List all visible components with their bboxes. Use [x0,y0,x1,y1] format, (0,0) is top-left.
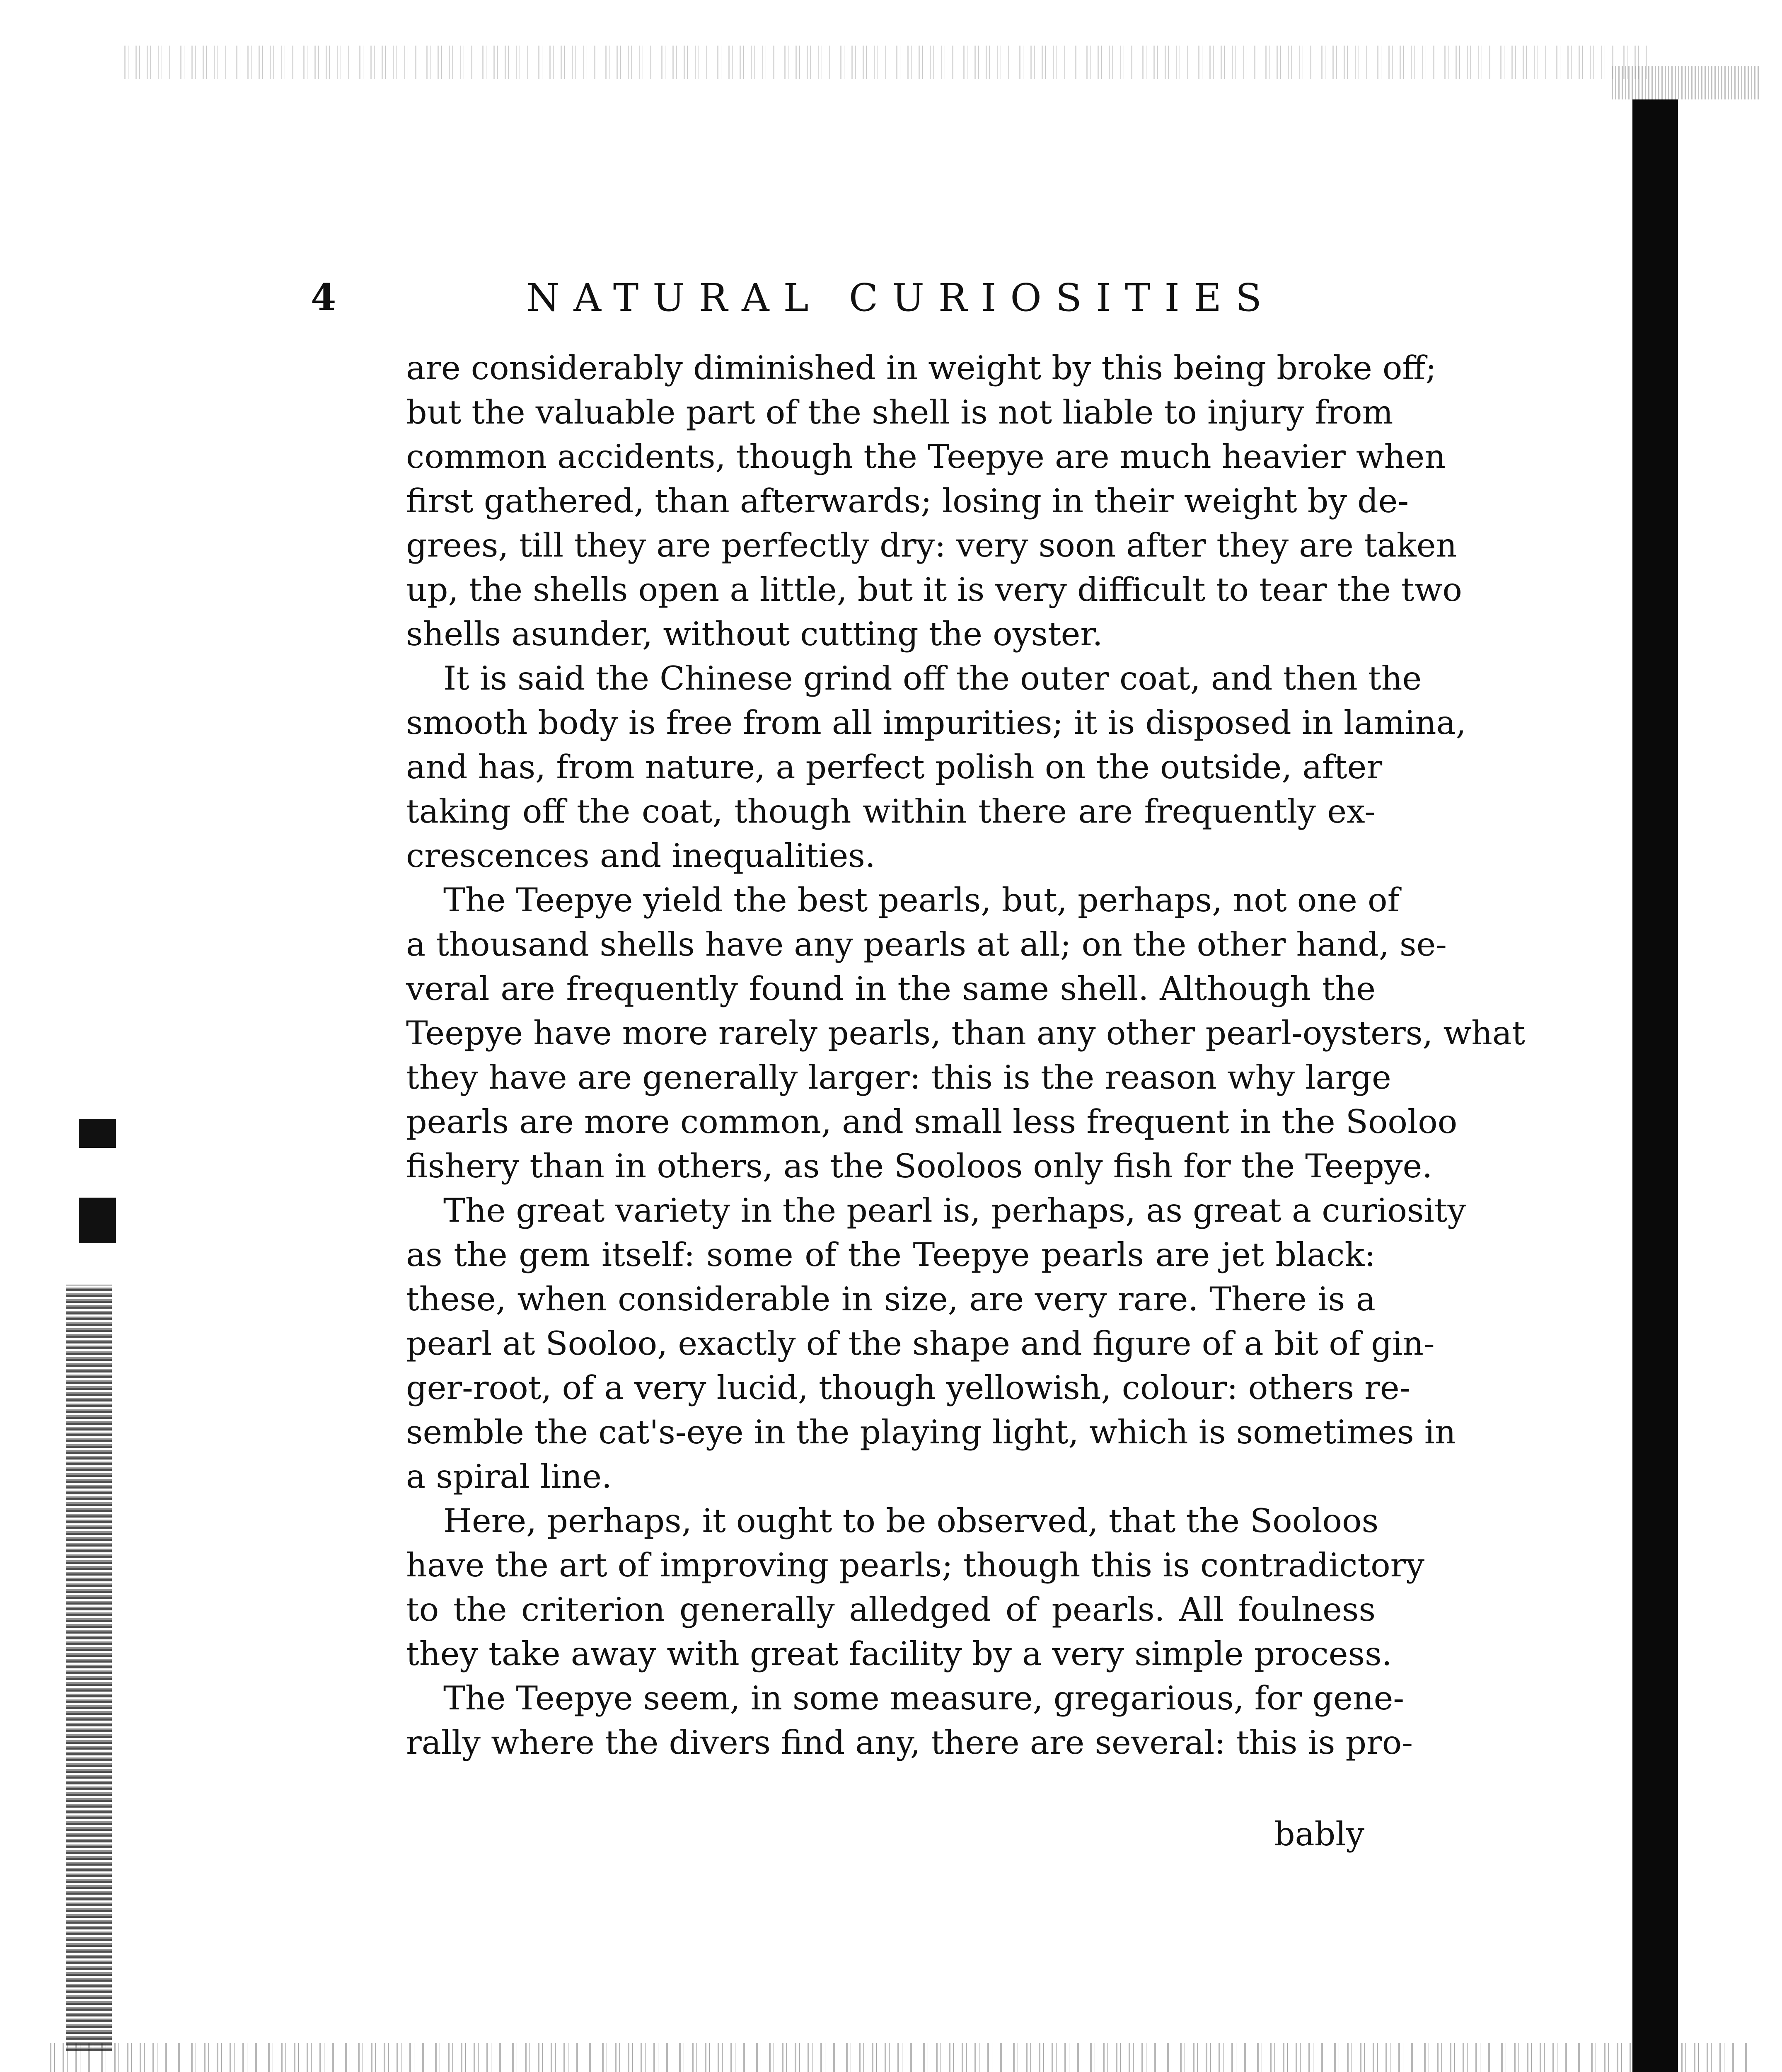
running-head: NATURAL CURIOSITIES [526,276,1276,320]
text-line: It is said the Chinese grind off the outer coat, and then the [443,659,1422,697]
book-spine-shadow [1632,99,1678,2072]
text-line: but the valuable part of the shell is not liable to injury from [406,393,1393,431]
text-line: The Teepye yield the best pearls, but, perhaps, not one of [443,881,1400,919]
text-line: to the criterion generally alledged of pearls. All foulness [406,1590,1376,1629]
text-line: semble the cat's-eye in the playing light, which is sometimes in [406,1413,1456,1451]
text-line: fishery than in others, as the Sooloos only fish for the Teepye. [406,1147,1433,1185]
text-line: common accidents, though the Teepye are much heavier when [406,438,1446,476]
text-line: first gathered, than afterwards; losing in their weight by de- [406,482,1409,520]
text-line: taking off the coat, though within there are frequently ex- [406,792,1376,830]
text-line: these, when considerable in size, are very rare. There is a [406,1280,1376,1318]
text-line: they take away with great facility by a very simple process. [406,1635,1392,1673]
text-line: crescences and inequalities. [406,837,875,875]
text-line: as the gem itself: some of the Teepye pearls are jet black: [406,1236,1376,1274]
scan-edge-top [124,46,1649,79]
text-line: pearl at Sooloo, exactly of the shape and figure of a bit of gin- [406,1324,1435,1363]
text-line: The great variety in the pearl is, perhaps, as great a curiosity [443,1191,1466,1230]
scan-mark [79,1119,116,1148]
text-line: Teepye have more rarely pearls, than any other pearl-oysters, what [406,1014,1525,1052]
scan-edge-left [66,1285,112,2051]
text-line: rally where the divers find any, there are several: this is pro- [406,1723,1413,1762]
text-line: grees, till they are perfectly dry: very soon after they are taken [406,526,1457,564]
text-line: and has, from nature, a perfect polish on the outside, after [406,748,1383,786]
text-line: up, the shells open a little, but it is very difficult to tear the two [406,571,1462,609]
text-line: a spiral line. [406,1457,612,1496]
scan-mark [79,1198,116,1222]
text-line: The Teepye seem, in some measure, gregarious, for gene- [443,1679,1405,1717]
text-line: are considerably diminished in weight by this being broke off; [406,349,1437,387]
text-line: ger-root, of a very lucid, though yellowish, colour: others re- [406,1369,1411,1407]
text-line: shells asunder, without cutting the oyster. [406,615,1103,653]
text-line: Here, perhaps, it ought to be observed, that the Sooloos [443,1502,1379,1540]
page-header [311,276,1670,334]
body-text [406,346,1525,1765]
text-line: veral are frequently found in the same shell. Although the [406,970,1376,1008]
text-line: they have are generally larger: this is the reason why large [406,1058,1391,1097]
text-line: a thousand shells have any pearls at all; on the other hand, se- [406,925,1447,963]
page-number: 4 [311,276,336,319]
text-line: pearls are more common, and small less frequent in the Sooloo [406,1103,1458,1141]
text-line: have the art of improving pearls; though this is contradictory [406,1546,1425,1584]
scan-mark [79,1222,116,1243]
catchword: bably [1274,1815,1365,1853]
scan-edge-bottom [50,2043,1748,2072]
text-line: smooth body is free from all impurities; it is disposed in lamina, [406,704,1466,742]
scan-edge-top-right [1612,66,1761,99]
